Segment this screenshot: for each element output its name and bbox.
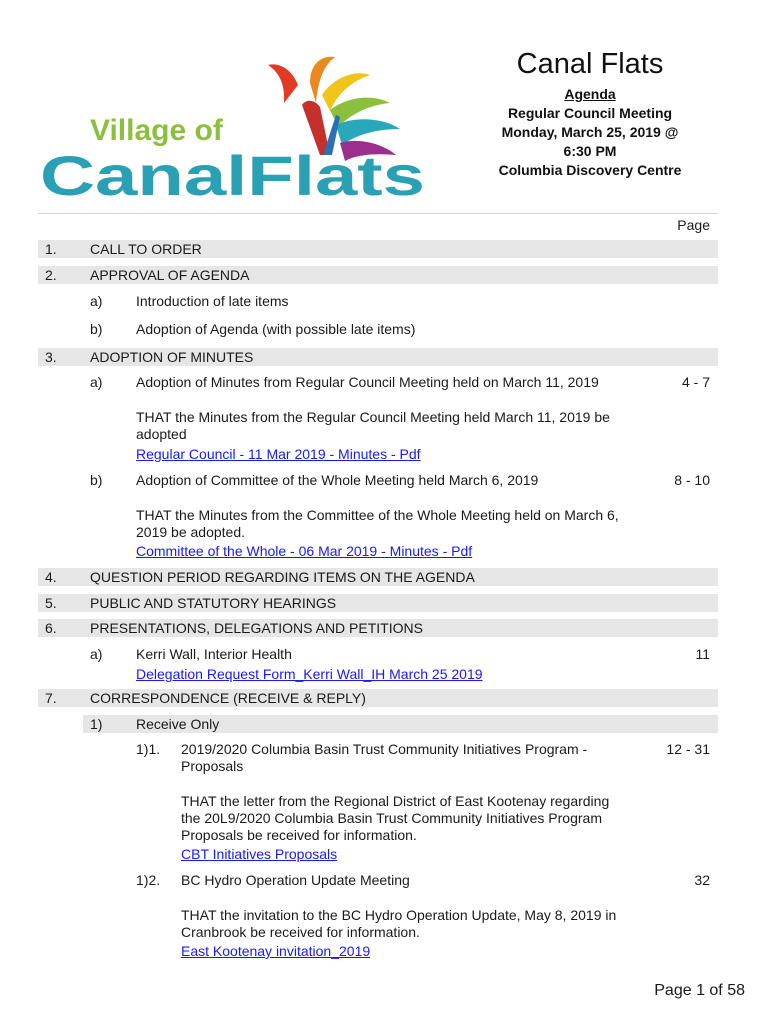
item-page-range: 11 xyxy=(695,646,710,662)
section-title: CORRESPONDENCE (RECEIVE & REPLY) xyxy=(90,690,366,706)
attachment-link[interactable]: CBT Initiatives Proposals xyxy=(181,846,338,862)
item-text: BC Hydro Operation Update Meeting xyxy=(181,872,410,888)
page-title: Canal Flats xyxy=(516,48,664,80)
section-number: 3. xyxy=(45,349,57,365)
item-number: 1)1. xyxy=(136,741,161,757)
item-text: Kerri Wall, Interior Health xyxy=(136,646,292,662)
section-number: 6. xyxy=(45,620,57,636)
item-text: Introduction of late items xyxy=(136,293,289,309)
logo-line2: CanalFlats xyxy=(40,144,425,205)
page-column-header: Page xyxy=(677,217,710,233)
meeting-time: 6:30 PM xyxy=(563,143,617,159)
item-text: Adoption of Committee of the Whole Meeting held March 6, 2019 xyxy=(136,472,539,488)
attachment-link[interactable]: East Kootenay invitation_2019 xyxy=(181,943,371,959)
section-number: 2. xyxy=(45,267,57,283)
page-number-footer: Page 1 of 58 xyxy=(654,982,745,999)
item-text: Adoption of Agenda (with possible late items) xyxy=(136,321,416,337)
header-divider xyxy=(38,213,718,214)
item-page-range: 8 - 10 xyxy=(674,472,710,488)
motion-text: THAT the invitation to the BC Hydro Operation Update, May 8, 2019 in Cranbrook be received for information. xyxy=(181,907,617,940)
section-title: APPROVAL OF AGENDA xyxy=(90,267,250,283)
motion-text: THAT the Minutes from the Regular Council Meeting held March 11, 2019 be adopted xyxy=(136,409,610,442)
agenda-subtitle: Agenda xyxy=(564,86,616,102)
section-title: ADOPTION OF MINUTES xyxy=(90,349,254,365)
subsection-number: 1) xyxy=(90,716,103,732)
section-number: 1. xyxy=(45,241,57,257)
item-number: b) xyxy=(90,321,103,337)
logo-line1: Village of xyxy=(90,114,223,147)
section-title: CALL TO ORDER xyxy=(90,241,202,257)
section-number: 7. xyxy=(45,690,57,706)
item-number: a) xyxy=(90,646,103,662)
item-text: Adoption of Minutes from Regular Council Meeting held on March 11, 2019 xyxy=(136,374,599,390)
section-title: PRESENTATIONS, DELEGATIONS AND PETITIONS xyxy=(90,620,423,636)
item-number: a) xyxy=(90,374,103,390)
section-number: 5. xyxy=(45,595,57,611)
item-page-range: 4 - 7 xyxy=(681,374,710,390)
meeting-location: Columbia Discovery Centre xyxy=(498,162,682,178)
item-number: b) xyxy=(90,472,103,488)
section-title: QUESTION PERIOD REGARDING ITEMS ON THE AGENDA xyxy=(90,569,475,585)
motion-text: THAT the letter from the Regional District of East Kootenay regarding the 20L9/2020 Columbia Basin Trust Community Initiatives Program Proposals be received for information. xyxy=(181,793,610,843)
item-number: a) xyxy=(90,293,103,309)
canal-flats-logo xyxy=(40,55,430,205)
section-number: 4. xyxy=(45,569,57,585)
subsection-title: Receive Only xyxy=(136,716,220,732)
meeting-date: Monday, March 25, 2019 @ xyxy=(501,124,679,140)
item-number: 1)2. xyxy=(136,872,161,888)
item-page-range: 32 xyxy=(694,872,710,888)
attachment-link[interactable]: Committee of the Whole - 06 Mar 2019 - Minutes - Pdf xyxy=(136,543,473,559)
motion-text: THAT the Minutes from the Committee of the Whole Meeting held on March 6, 2019 be adopted. xyxy=(136,507,619,540)
item-page-range: 12 - 31 xyxy=(666,741,710,757)
section-title: PUBLIC AND STATUTORY HEARINGS xyxy=(90,595,337,611)
meeting-type: Regular Council Meeting xyxy=(507,105,673,121)
attachment-link[interactable]: Delegation Request Form_Kerri Wall_IH March 25 2019 xyxy=(136,666,483,682)
item-text: 2019/2020 Columbia Basin Trust Community Initiatives Program - Proposals xyxy=(181,741,588,774)
attachment-link[interactable]: Regular Council - 11 Mar 2019 - Minutes - Pdf xyxy=(136,446,421,462)
